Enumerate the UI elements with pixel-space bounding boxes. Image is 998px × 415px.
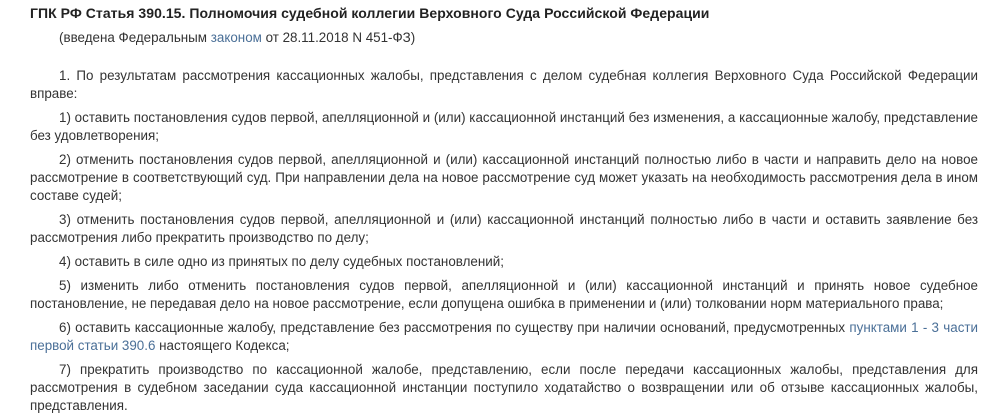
article-title: ГПК РФ Статья 390.15. Полномочия судебной коллегии Верховного Суда Российской Федерации (30, 5, 710, 21)
paragraph-item-5: 5) изменить либо отменить постановления судов первой, апелляционной и (или) кассационной инстанций и принять новое судебное постановление, не передавая дело на новое рассмотрение, если допущена ошибка в применении и (или) толковании норм материального права; (30, 278, 978, 311)
paragraph-1: 1. По результатам рассмотрения кассационных жалобы, представления с делом судебная коллегия Верховного Суда Российской Федерации вправе: (30, 68, 978, 101)
item-6-suffix: настоящего Кодекса; (155, 338, 290, 353)
law-link[interactable]: законом (210, 30, 262, 45)
paragraph-item-1: 1) оставить постановления судов первой, апелляционной и (или) кассационной инстанций без изменения, а кассационные жалобу, представление без удовлетворения; (30, 110, 978, 143)
paragraph-item-6 (30, 319, 978, 355)
paragraph-item-2: 2) отменить постановления судов первой, апелляционной и (или) кассационной инстанций полностью либо в части и направить дело на новое рассмотрение в соответствующий суд. При направлении дела на новое рассмотрение суд может указать на необходимость рассмотрения дела в ином составе судей; (30, 152, 978, 203)
article-390-6-link[interactable]: части первой статьи 390.6 (30, 320, 978, 353)
paragraph-item-3: 3) отменить постановления судов первой, апелляционной и (или) кассационной инстанций полностью либо в части и оставить заявление без рассмотрения либо прекратить производство по делу; (30, 212, 978, 245)
intro-prefix: (введена Федеральным (59, 30, 211, 45)
article-intro-note (59, 29, 998, 47)
paragraph-item-7: 7) прекратить производство по кассационной жалобе, представлению, если после передачи кассационных жалобы, представления для рассмотрения в судебном заседании суда кассационной инстанции поступило ходатайство о возвращении или об отзыве кассационных жалобы, представления. (30, 362, 978, 413)
paragraph-item-4: 4) оставить в силе одно из принятых по делу судебных постановлений; (59, 254, 504, 269)
item-6-prefix: 6) оставить кассационные жалобу, представление без рассмотрения по существу при наличии оснований, предусмотренных (59, 320, 850, 335)
intro-suffix: от 28.11.2018 N 451-ФЗ) (261, 30, 416, 45)
points-1-3-link[interactable]: пунктами 1 - 3 (849, 320, 939, 335)
